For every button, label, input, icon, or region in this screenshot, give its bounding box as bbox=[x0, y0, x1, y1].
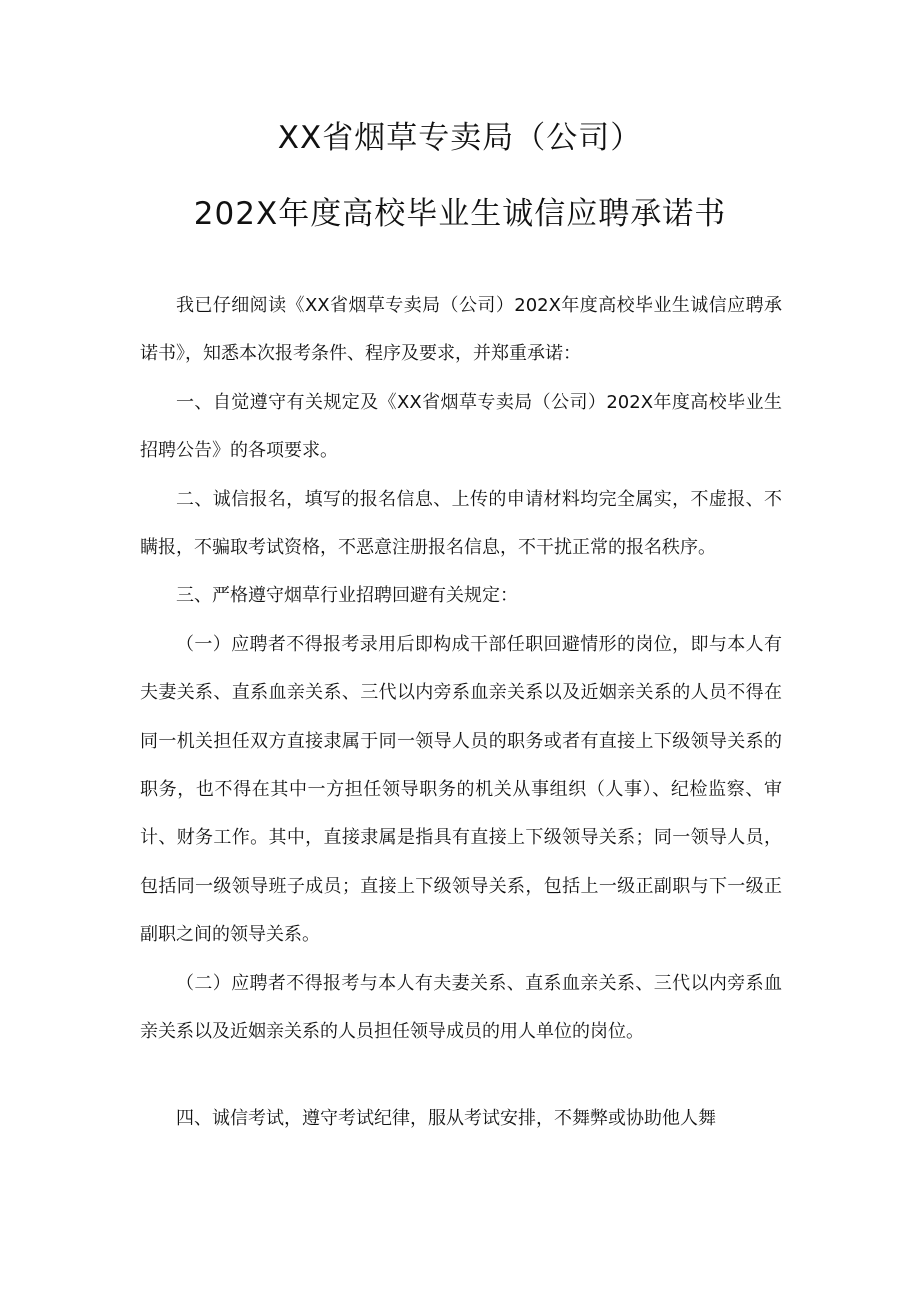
document-title-line-1: XX省烟草专卖局（公司） bbox=[277, 120, 643, 156]
clause-2-paragraph: 二、诚信报名，填写的报名信息、上传的申请材料均完全属实，不虚报、不瞒报，不骗取考试资格，不恶意注册报名信息，不干扰正常的报名秩序。 bbox=[140, 488, 782, 559]
clause-3-paragraph: 三、严格遵守烟草行业招聘回避有关规定： bbox=[176, 585, 518, 607]
clause-3-item-1-paragraph: （一）应聘者不得报考录用后即构成干部任职回避情形的岗位，即与本人有夫妻关系、直系血亲关系、三代以内旁系血亲关系以及近姻亲关系的人员不得在同一机关担任双方直接隶属于同一领导人员的职务或者有直接上下级领导关系的职务，也不得在其中一方担任领导职务的机关从事组织（人事）、纪检监察、审计、财务工作。其中，直接隶属是指具有直接上下级领导关系；同一领导人员，包括同一级领导班子成员；直接上下级领导关系，包括上一级正副职与下一级正副职之间的领导关系。 bbox=[140, 633, 782, 946]
clause-3-item-2-paragraph: （二）应聘者不得报考与本人有夫妻关系、直系血亲关系、三代以内旁系血亲关系以及近姻亲关系的人员担任领导成员的用人单位的岗位。 bbox=[140, 972, 782, 1043]
document-body bbox=[140, 282, 782, 1143]
clause-1-paragraph: 一、自觉遵守有关规定及《XX省烟草专卖局（公司）202X年度高校毕业生招聘公告》的各项要求。 bbox=[140, 391, 782, 462]
intro-paragraph: 我已仔细阅读《XX省烟草专卖局（公司）202X年度高校毕业生诚信应聘承诺书》，知悉本次报考条件、程序及要求，并郑重承诺： bbox=[140, 295, 782, 365]
clause-4-paragraph: 四、诚信考试，遵守考试纪律，服从考试安排，不舞弊或协助他人舞 bbox=[176, 1107, 716, 1129]
document-title-line-2: 202X年度高校毕业生诚信应聘承诺书 bbox=[193, 196, 727, 232]
